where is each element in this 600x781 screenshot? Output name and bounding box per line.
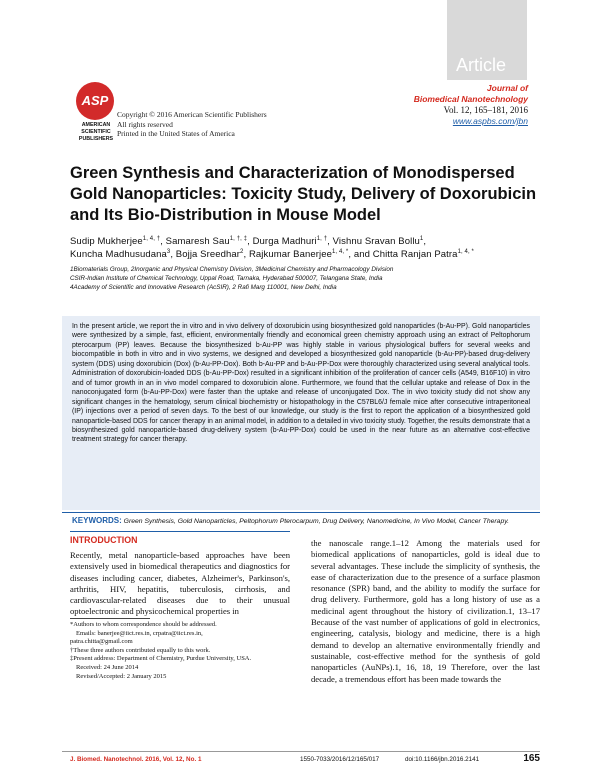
section-divider (70, 531, 290, 532)
page-number: 165 (523, 753, 540, 764)
article-type-label: Article (456, 55, 507, 75)
footer-doi: doi:10.1166/jbn.2016.2141 (405, 756, 480, 763)
journal-info (414, 83, 528, 127)
author-line: Kuncha Madhusudana$^3$, Bojja Sreedhar$^2$, Rajkumar Banerjee$^{1, 4, *}$, and Chitta Ranjan Patra$^{1, 4, *}$ (70, 248, 474, 260)
affiliation-line: 4Academy of Scientific and Innovative Research (AcSIR), 2 Rafi Marg 110001, New Delhi, India (70, 284, 337, 291)
keywords-divider (62, 512, 540, 513)
journal-name-line2: Biomedical Nanotechnology (413, 94, 528, 104)
logo-text: ASP (81, 93, 109, 108)
copyright-notice: Copyright © 2016 American Scientific Publishers All rights reserved Printed in the United States of America (117, 110, 267, 138)
footnote: ‡Present address: Department of Chemistry, Purdue University, USA. (70, 655, 252, 663)
logo-subtext: AMERICAN SCIENTIFIC PUBLISHERS (78, 122, 114, 142)
affiliation-line: 1Biomaterials Group, 2Inorganic and Physical Chemistry Division, 3Medicinal Chemistry and Pharmacology Division (70, 266, 394, 273)
footnotes (70, 621, 290, 681)
keywords-text: Green Synthesis, Gold Nanoparticles, Peltophorum Pterocarpum, Drug Delivery, Nanomedicine, In Vivo Model, Cancer Therapy. (123, 518, 510, 525)
journal-url-link[interactable]: www.aspbs.com/jbn (452, 116, 528, 126)
footnote: Revised/Accepted: 2 January 2015 (76, 672, 167, 680)
keywords-label: KEYWORDS: (72, 516, 122, 525)
footnote: *Authors to whom correspondence should be addressed. (70, 621, 217, 628)
section-heading: INTRODUCTION (70, 535, 138, 545)
paper-title: Green Synthesis and Characterization of Monodispersed Gold Nanoparticles: Toxicity Study, Delivery of Doxorubicin and Its Bio-Distribution in Mouse Model (70, 164, 537, 224)
footnote-divider (70, 618, 150, 619)
footnote: †These three authors contributed equally to this work. (70, 646, 211, 654)
footer-issn: 1550-7033/2016/12/165/017 (300, 756, 380, 763)
keywords (72, 516, 538, 527)
affiliations (70, 265, 540, 292)
footnote: Emails: banerjee@iict.res.in, crpatra@iict.res.in, (76, 629, 203, 637)
author-line: Sudip Mukherjee$^{1, 4, \dagger}$, Samaresh Sau$^{1, \dagger, \ddagger}$, Durga Madhuri$^{1, \dagger}$, Vishnu Sravan Bollu$^1$, (70, 235, 427, 247)
journal-volume: Vol. 12, 165–181, 2016 (443, 105, 528, 115)
author-list (70, 235, 540, 261)
journal-name-line1: Journal of (486, 83, 528, 93)
affiliation-line: CSIR-Indian Institute of Chemical Technology, Uppal Road, Tarnaka, Hyderabad 500007, Telangana State, India (70, 275, 383, 282)
footnote: Received: 24 June 2014 (76, 663, 139, 671)
publisher-logo (70, 82, 122, 152)
abstract-box: In the present article, we report the in vitro and in vivo delivery of doxorubicin using biosynthesized gold nanoparticles (b-Au-PP). Gold nanoparticles were synthesized by a simple, fast, efficient, environmentally friendly and economical green chemistry approach using an extract of Peltophorum pterocarpum (PP) leaves. Because the biosynthesized b-Au-PP was highly stable in various physiological buffers for several weeks and biocompatible in both in vitro and in vivo systems, we designed and developed a biosynthesized gold nanoparticle (b-Au-PP)-based drug-delivery system (DDS) using doxorubicin (Dox) (b-Au-PP-Dox). Both b-Au-PP and b-Au-PP-Dox were thoroughly characterized using several analytical tools. Administration of doxorubicin-loaded DDS (b-Au-PP-Dox) resulted in a significant inhibition of the proliferation of cancer cells (A549, B16F10) in vitro and of tumor growth in an in vivo model compared to doxorubicin alone. Furthermore, we found that the cellular uptake and release of Dox in the nanoconjugated form (b-Au-PP-Dox) were faster than the uptake and release of unconjugated Dox. The in vivo toxicity study did not show any significant changes in the hematology, serum clinical biochemistry or histopathology in the C57BL6/J female mice after consecutive intraperitoneal (IP) injections over a period of seven days. To the best of our knowledge, our study is the first to report the application of a biosynthesized gold nanoparticle-based DDS for cancer therapy in an animal model, in addition to a detailed in vivo toxicity study. Together, the results demonstrate that a biosynthesized gold nanoparticle-based drug-delivery system (b-Au-PP-Dox) could be used in the near future as an alternative cost-effective treatment strategy for cancer therapy. (62, 316, 540, 510)
footnote: patra.chitta@gmail.com (70, 638, 133, 646)
intro-right-column: the nanoscale range.1–12 Among the materials used for biomedical applications of nanoparticles, gold is ideal due to several advantages. These include the simplicity of synthesis, the ease of characterization due to the presence of a surface plasmon resonance (SPR) band, and the ability to modify the surface for drug delivery. Furthermore, gold has a long history of use as a medicinal agent throughout the history of civilization.1, 13–17 Because of the vast number of applications of gold in electronics, engineering, catalysis, biology and medicine, there is a high demand to develop an alternative environmentally friendly and sustainable, cost-effective method for the synthesis of gold nanoparticles (AuNPs).1, 16, 18, 19 Therefore, over the last decade, a tremendous effort has been made towards the (311, 538, 540, 684)
footer-divider (62, 751, 540, 752)
footer-journal-ref: J. Biomed. Nanotechnol. 2016, Vol. 12, No. 1 (70, 756, 202, 763)
intro-left-column: Recently, metal nanoparticle-based approaches have been extensively used in biomedical therapeutics and diagnostics for diseases including cancer, diabetes, Alzheimer's, Parkinson's, arthritis, HIV, hepatitis, tuberculosis, cirrhosis, and cardiovascular-related diseases due to their unusual optoelectronic and physicochemical properties in (70, 550, 290, 617)
